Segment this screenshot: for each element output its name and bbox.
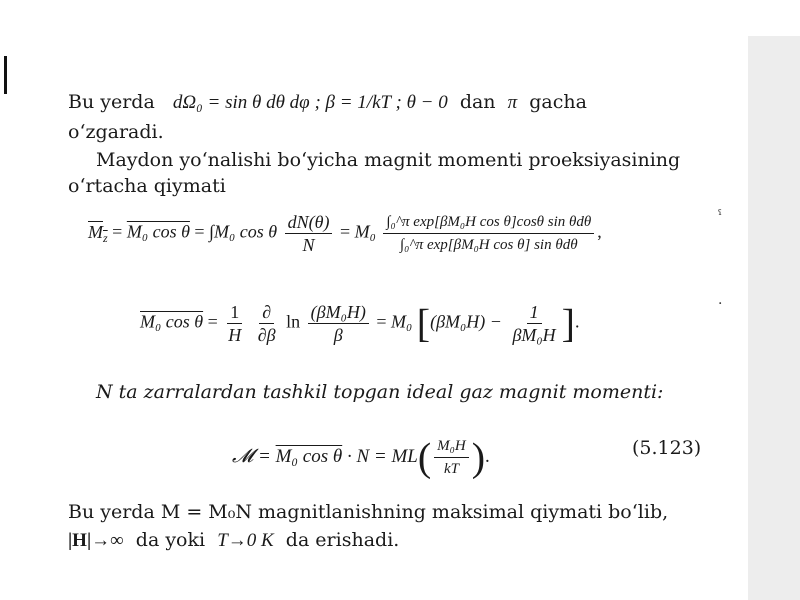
stray-mark-1: ˤ	[718, 208, 722, 224]
eq1-equals: =	[112, 221, 123, 242]
paragraph-line-5	[96, 380, 663, 404]
eq1-lhs: $M_z$	[88, 221, 108, 245]
paragraph-line-4: o‘rtacha qiymati	[68, 175, 226, 197]
eq3-mid: · N = ML	[346, 445, 418, 467]
eq2-lhs: M₀ cos θ	[140, 311, 204, 332]
eq1-equals-3: =	[339, 221, 351, 242]
eq2-equals: =	[207, 311, 218, 332]
right-gray-panel	[748, 36, 800, 600]
eq2-m0: M₀	[391, 311, 413, 332]
eq1-m0: M₀	[354, 221, 376, 242]
eq2-end: .	[575, 311, 580, 332]
eq2-equals-2: =	[376, 311, 387, 332]
eq1-equals-2: =	[194, 221, 205, 242]
paragraph-line-1	[68, 90, 587, 115]
equation-mean-cos	[140, 302, 580, 345]
eq1-big-fraction: $\frac{\text{∫₀\textasciicircum{}π exp[βM₀H cos θ]cosθ sin θdθ}}{\text{∫₀\textasciicircum{}π exp[βM₀H cos θ] sin θdθ}}$	[383, 212, 594, 255]
line7-arrow: →∞	[91, 530, 124, 551]
line7-h: |H|	[68, 530, 92, 551]
eq2-fraction-partial: $\frac{\partial}{\partial\beta}$	[257, 302, 276, 345]
eq1-mean-cos: M₀ cos θ	[126, 221, 190, 242]
equation-mean-mz	[88, 212, 602, 255]
line7-end: da erishadi.	[285, 529, 400, 551]
line7-text: da yoki	[135, 529, 206, 551]
line1-pi: π	[507, 92, 518, 113]
line1-text-a: Bu yerda	[68, 91, 155, 113]
paragraph-line-3: Maydon yo‘nalishi bo‘yicha magnit momenti proeksiyasining	[96, 149, 681, 171]
paragraph-line-7	[68, 528, 399, 553]
paragraph-line-2: o‘zgaradi.	[68, 121, 164, 143]
eq3-lhs: 𝓜 =	[232, 445, 271, 467]
line7-t: T→0 K	[217, 530, 274, 551]
line1-text-c: gacha	[529, 91, 587, 113]
eq2-right-bracket: ]	[561, 300, 575, 346]
left-margin-bar	[4, 56, 7, 94]
eq2-fraction-ln: $\frac{\text{(βM₀H)}}{\beta}$	[308, 302, 369, 345]
eq2-inner: (βM₀H) −	[430, 311, 502, 332]
line5-text: N ta zarralardan tashkil topgan ideal gaz magnit momenti:	[96, 381, 664, 403]
eq1-fraction-dn: $\frac{dN(\theta)}{N}$	[285, 212, 333, 255]
line1-text-b: dan	[459, 91, 496, 113]
eq2-fraction-inverse: $\frac{1}{\text{βM₀H}}$	[512, 302, 556, 345]
eq1-integral: ∫M₀ cos θ	[209, 221, 278, 242]
eq2-ln: ln	[286, 311, 301, 332]
eq1-comma: ,	[597, 221, 602, 242]
eq3-end: .	[485, 445, 490, 467]
equation-magnetic-moment	[232, 436, 490, 479]
paragraph-line-6: Bu yerda M = M₀N magnitlanishning maksimal qiymati bo‘lib,	[68, 501, 669, 523]
line1-formula: dΩ₀ = sin θ dθ dφ ; β = 1/kT ; θ − 0	[172, 92, 448, 113]
eq3-left-paren: (	[417, 434, 432, 480]
equation-number: (5.123)	[632, 437, 702, 459]
eq2-fraction-1-h: $\frac{1}{H}$	[228, 302, 242, 345]
eq3-right-paren: )	[471, 434, 486, 480]
eq3-fraction: $\frac{\text{M₀H}}{kT}$	[434, 436, 469, 479]
eq3-mean-cos: M₀ cos θ	[275, 445, 343, 467]
eq2-left-bracket: [	[416, 300, 431, 346]
stray-mark-2: ·	[718, 296, 723, 312]
